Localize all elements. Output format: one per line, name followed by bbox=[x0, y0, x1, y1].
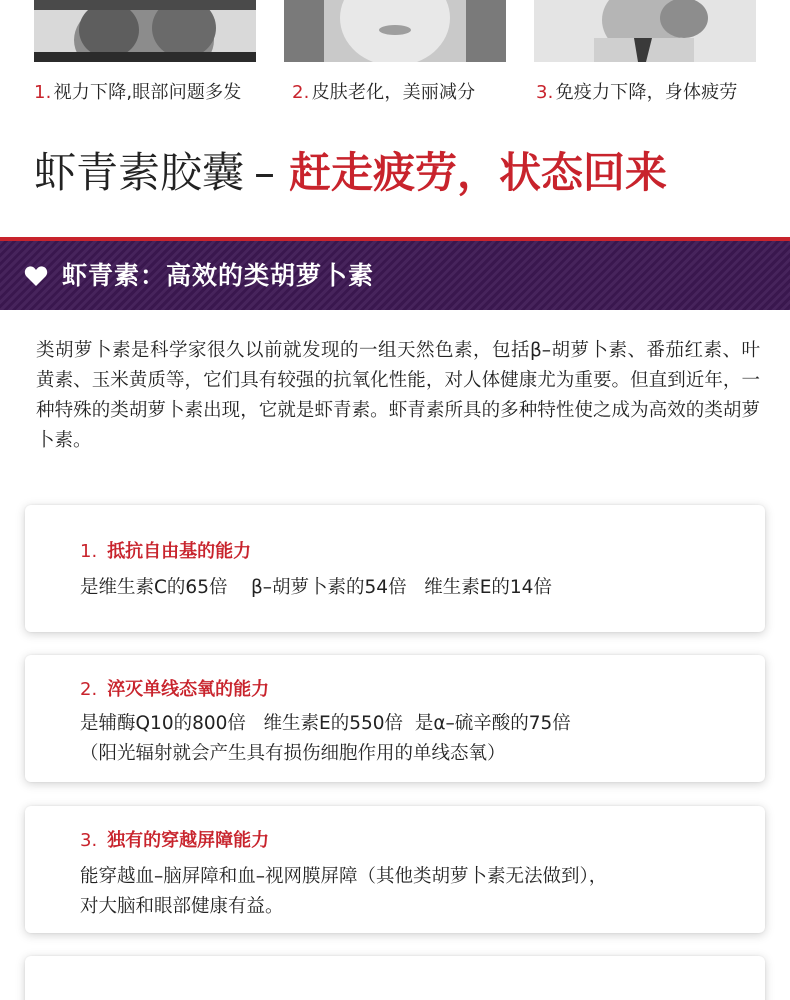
heart-icon bbox=[24, 265, 48, 287]
headline-product: 虾青素胶囊 bbox=[34, 148, 245, 197]
headline-dash: – bbox=[254, 148, 276, 197]
feature-card-free-radical bbox=[25, 505, 765, 632]
feature-card-barrier bbox=[25, 806, 765, 933]
card-title-text: 淬灭单线态氧的能力 bbox=[107, 679, 270, 700]
card-detail: 是维生素C的65倍 β–胡萝卜素的54倍 维生素E的14倍 bbox=[80, 577, 552, 598]
card-number: 1. bbox=[80, 541, 98, 562]
caption-text: 视力下降,眼部问题多发 bbox=[53, 82, 242, 103]
caption-text: 免疫力下降，身体疲劳 bbox=[555, 82, 738, 103]
card-title bbox=[80, 537, 251, 563]
headline-slogan: 赶走疲劳，状态回来 bbox=[289, 148, 668, 197]
card-number: 3. bbox=[80, 830, 98, 851]
card-detail: 能穿越血–脑屏障和血–视网膜屏障（其他类胡萝卜素无法做到）， bbox=[80, 866, 608, 887]
feature-card-partial bbox=[25, 956, 765, 1000]
card-title bbox=[80, 826, 269, 852]
feature-card-singlet-oxygen bbox=[25, 655, 765, 782]
intro-paragraph: 类胡萝卜素是科学家很久以前就发现的一组天然色素，包括β–胡萝卜素、番茄红素、叶黄素、玉米黄质等，它们具有较强的抗氧化性能，对人体健康尤为重要。但直到近年，一种特殊的类胡萝卜素出现，它就是虾青素。虾青素所具的多种特性使之成为高效的类胡萝卜素。 bbox=[36, 340, 760, 451]
caption-number: 1. bbox=[34, 82, 52, 103]
card-title-text: 独有的穿越屏障能力 bbox=[107, 830, 270, 851]
person-holding-head-photo bbox=[34, 0, 256, 62]
caption-text: 皮肤老化，美丽减分 bbox=[311, 82, 476, 103]
card-number: 2. bbox=[80, 679, 98, 700]
section-banner bbox=[0, 241, 790, 310]
caption-vision-decline bbox=[34, 78, 242, 104]
card-title-text: 抵抗自由基的能力 bbox=[107, 541, 252, 562]
tired-man-photo bbox=[534, 0, 756, 62]
page-headline bbox=[34, 145, 667, 201]
caption-number: 2. bbox=[292, 82, 310, 103]
card-detail: 对大脑和眼部健康有益。 bbox=[80, 896, 284, 917]
caption-number: 3. bbox=[536, 82, 554, 103]
caption-skin-aging bbox=[292, 78, 475, 104]
card-note: （阳光辐射就会产生具有损伤细胞作用的单线态氧） bbox=[80, 743, 506, 764]
card-title bbox=[80, 675, 269, 701]
banner-title: 虾青素：高效的类胡萝卜素 bbox=[62, 261, 375, 290]
card-detail: 是辅酶Q10的800倍 维生素E的550倍 是α–硫辛酸的75倍 bbox=[80, 713, 571, 734]
caption-immunity-decline bbox=[536, 78, 738, 104]
woman-face-photo bbox=[284, 0, 506, 62]
